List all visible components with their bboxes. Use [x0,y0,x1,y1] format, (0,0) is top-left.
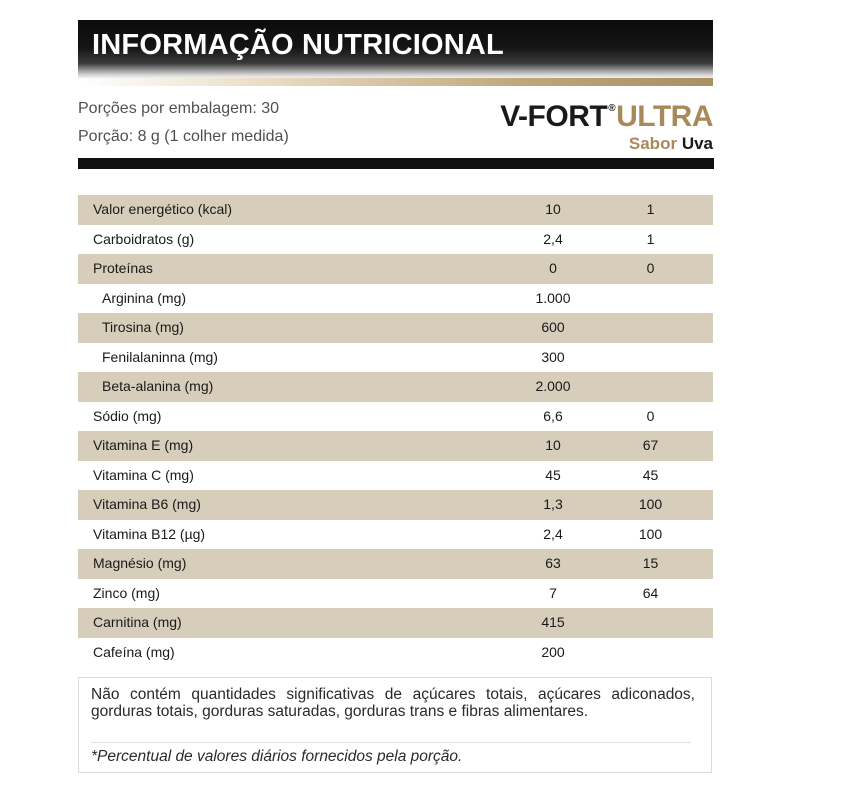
nutrient-amount: 600 [541,319,565,335]
nutrient-name: Cafeína (mg) [93,643,175,660]
disclaimer-text: Não contém quantidades significativas de açúcares totais, açúcares adiconados, gorduras totais, gorduras saturadas, gorduras trans e fibras alimentares. [91,686,695,720]
table-row [78,638,713,668]
gold-divider [78,78,713,86]
flavor-label [500,134,713,154]
nutrient-amount: 2,4 [543,230,563,247]
nutrient-amount: 300 [541,348,565,365]
nutrient-amount: 6,6 [543,407,563,424]
nutrient-name: Valor energético (kcal) [93,201,233,217]
nutrient-name: Vitamina E (mg) [93,437,194,453]
notes-box [78,677,712,773]
table-row [78,313,713,343]
nutrient-name: Vitamina B6 (mg) [93,496,201,512]
nutrient-amount: 45 [545,466,561,483]
nutrient-amount: 200 [541,643,565,660]
nutrient-daily-value: 64 [642,584,659,601]
nutrient-name: Zinco (mg) [93,584,160,601]
nutrient-amount: 1,3 [543,496,563,512]
nutrient-daily-value: 45 [642,466,659,483]
nutrient-amount: 10 [545,437,561,453]
table-row [78,195,713,225]
table-row [78,520,713,550]
brand-block [500,91,713,154]
nutrient-daily-value: 100 [638,525,663,542]
nutrient-daily-value: 1 [646,230,655,247]
nutrient-amount: 7 [549,584,557,601]
serving-size: Porção: 8 g (1 colher medida) [78,128,289,145]
table-row [78,343,713,373]
nutrient-daily-value: 100 [638,496,663,512]
brand-name-main: V-FORT [500,100,608,133]
table-row [78,461,713,491]
nutrient-name: Magnésio (mg) [93,555,187,571]
nutrient-daily-value: 0 [646,407,655,424]
table-row [78,225,713,255]
brand-logo [500,91,713,135]
nutrient-amount: 1.000 [535,289,571,306]
header-bar [78,20,713,80]
nutrient-daily-value: 0 [646,260,655,276]
table-row [78,402,713,432]
nutrient-amount: 2,4 [543,525,563,542]
nutrient-name: Beta-alanina (mg) [102,378,214,394]
table-row [78,490,713,520]
table-row [78,549,713,579]
footnote-text: *Percentual de valores diários fornecidos pela porção. [91,748,463,765]
nutrient-amount: 415 [541,614,565,630]
nutrient-amount: 63 [545,555,561,571]
table-row [78,372,713,402]
nutrient-name: Proteínas [93,260,153,276]
nutrient-daily-value: 1 [646,201,655,217]
table-top-bar [78,158,714,169]
notes-divider [91,742,691,743]
table-row [78,579,713,609]
nutrient-name: Sódio (mg) [93,407,162,424]
nutrient-name: Vitamina C (mg) [93,466,194,483]
nutrient-name: Carboidratos (g) [93,230,195,247]
nutrient-amount: 10 [545,201,561,217]
nutrient-name: Vitamina B12 (µg) [93,525,206,542]
nutrient-daily-value: 15 [642,555,659,571]
nutrient-name: Tirosina (mg) [102,319,184,335]
servings-per-package: Porções por embalagem: 30 [78,100,279,117]
table-row [78,254,713,284]
nutrient-name: Carnitina (mg) [93,614,182,630]
nutrient-name: Fenilalaninna (mg) [102,348,218,365]
registered-mark: ® [608,103,616,114]
page-title: INFORMAÇÃO NUTRICIONAL [92,29,504,61]
table-row [78,431,713,461]
table-row [78,284,713,314]
nutrient-daily-value: 67 [642,437,659,453]
flavor-prefix: Sabor [628,134,678,153]
table-row [78,608,713,638]
flavor-value: Uva [681,134,713,153]
nutrition-table [78,195,713,667]
brand-name-ultra: ULTRA [616,100,713,133]
nutrient-name: Arginina (mg) [102,289,187,306]
nutrient-amount: 2.000 [535,378,571,394]
nutrient-amount: 0 [549,260,557,276]
